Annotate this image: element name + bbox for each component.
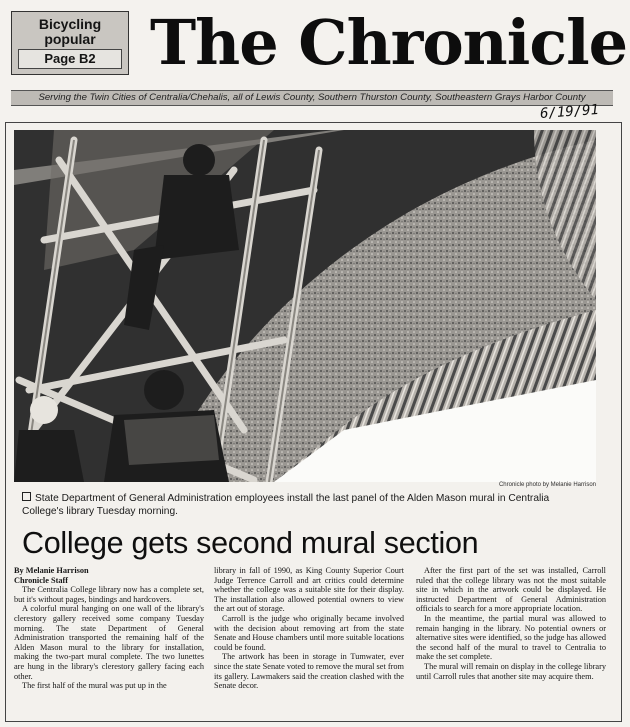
- photo-caption-text: State Department of General Administration employees install the last panel of the Alden Mason mural in Centralia College's library Tuesday morning.: [22, 493, 550, 517]
- article-paragraph: library in fall of 1990, as King County Superior Court Judge Terrence Carroll and art critics could determine whether the college was a suitable site for their display. The installation also allowed potential owners to view the art out of storage.: [214, 566, 404, 614]
- article-headline: College gets second mural section: [22, 526, 479, 560]
- photo-caption: [22, 492, 592, 518]
- article-paragraph: Carroll is the judge who originally became involved with the decision about removing art from the state Senate and House chambers until more suitable locations could be found.: [214, 613, 404, 652]
- article-paragraph: The Centralia College library now has a complete set, but it's without pages, bindings and hardcovers.: [14, 585, 204, 604]
- article-paragraph: In the meantime, the partial mural was allowed to remain hanging in the library. No potential owners or alternative sites were identified, so the judge has allowed the second half of the mural to travel to Centralia to make the set complete.: [416, 613, 606, 662]
- masthead-tagline: Serving the Twin Cities of Centralia/Chehalis, all of Lewis County, Southern Thurston County, Southeastern Grays Harbor County: [11, 90, 613, 106]
- article-body: [14, 566, 608, 714]
- article-column-1: [14, 566, 204, 691]
- article-column-3: [416, 566, 606, 681]
- teaser-topic: Bicycling popular: [38, 16, 102, 47]
- article-paragraph: After the first part of the set was installed, Carroll ruled that the college library was not the most suitable site in which in the artwork could be displayed. He instructed Department of General Administration officials to search for a more appropriate location.: [416, 566, 606, 614]
- article-column-2: [214, 566, 404, 691]
- photo-credit: Chronicle photo by Melanie Harrison: [498, 482, 596, 488]
- caption-box-icon: [22, 492, 31, 501]
- photo-illustration: [14, 130, 596, 482]
- handwritten-date: 6/19/91: [539, 101, 600, 123]
- mural-installation-photo: [14, 130, 596, 482]
- article-paragraph: A colorful mural hanging on one wall of the library's clerestory gallery received some company Tuesday morning. The state Department of General Administration transported the remaining half of the Alden Mason mural to the library for installation, making the two-part mural complete. The two lunettes are hung in the library's clerestory gallery facing each other.: [14, 604, 204, 681]
- newspaper-nameplate: The Chronicle: [150, 6, 628, 79]
- article-desk: Chronicle Staff: [14, 575, 69, 585]
- article-paragraph: The artwork has been in storage in Tumwater, ever since the state Senate voted to remove the mural set from its gallery. Lawmakers said the creation clashed with the Senate decor.: [214, 652, 404, 691]
- article-byline: By Melanie Harrison: [14, 566, 89, 575]
- article-paragraph: The first half of the mural was put up in the: [22, 681, 167, 691]
- section-teaser-box: [11, 11, 129, 75]
- teaser-page-reference: Page B2: [18, 49, 122, 69]
- article-paragraph: The mural will remain on display in the college library until Carroll rules that another site may acquire them.: [416, 661, 606, 681]
